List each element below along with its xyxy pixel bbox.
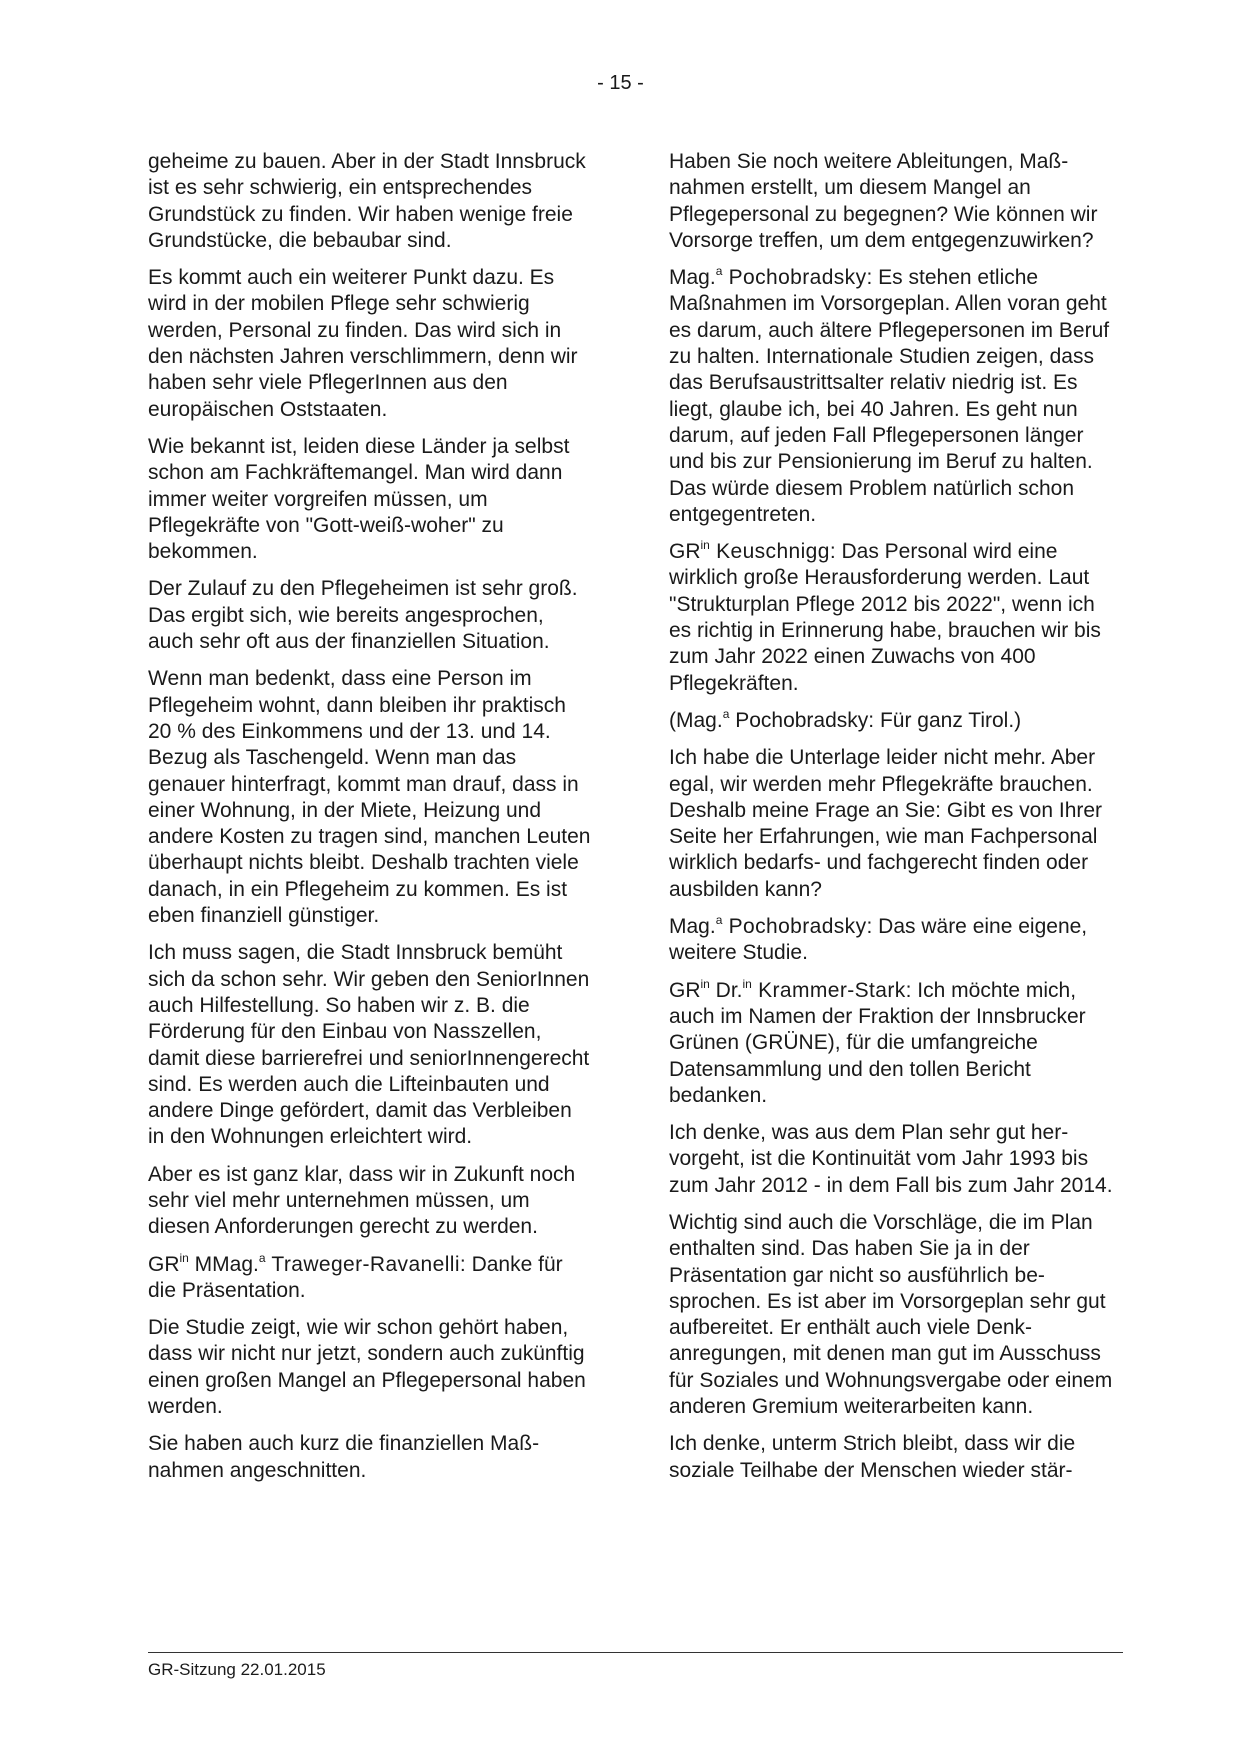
interjection-text: Pochobradsky: Für ganz Tirol.) — [729, 708, 1022, 732]
paragraph: Wichtig sind auch die Vorschläge, die im Plan enthalten sind. Das haben Sie ja in der Präsentation gar nicht so ausführlich besprochen. Es ist aber im Vorsorgeplan sehr gut aufbereitet. Er enthält auch viele Denkanregungen, mit denen man gut im Ausschuss für Soziales und Wohnungsvergabe oder einem anderen Gremium weiterarbeiten kann. — [669, 1210, 1113, 1419]
speaker-paragraph — [669, 265, 1114, 528]
title-superscript: a — [722, 706, 730, 721]
speaker-name: Pochobradsky — [722, 915, 867, 939]
paragraph: Haben Sie noch weitere Ableitungen, Maßnahmen erstellt, um diesem Mangel an Pflegepersonal zu begegnen? Wie können wir Vorsorge treffen, um dem entgegenzuwirken? — [669, 150, 1098, 252]
paragraph: Sie haben auch kurz die finanziellen Maßnahmen angeschnitten. — [148, 1432, 540, 1482]
speaker-paragraph — [148, 1252, 593, 1305]
paragraph: Ich denke, unterm Strich bleibt, dass wir die soziale Teilhabe der Menschen wieder stär- — [669, 1432, 1076, 1482]
speaker-name: Krammer-Stark — [751, 978, 906, 1002]
title-superscript: in — [179, 1250, 189, 1265]
title-superscript: a — [715, 264, 723, 279]
paragraph: Ich habe die Unterlage leider nicht mehr. Aber egal, wir werden mehr Pflegekräfte brauchen. Deshalb meine Frage an Sie: Gibt es von Ihrer Seite her Erfahrungen, wie man Fachpersonal wirklich bedarfs- und fachgerecht finden oder ausbilden kann? — [669, 746, 1103, 901]
title-superscript: a — [715, 913, 723, 928]
speaker-paragraph — [669, 539, 1114, 697]
speech-text: : Es stehen etliche Maßnahmen im Vorsorgeplan. Allen voran geht es darum, auch ältere Pflegepersonen im Beruf zu halten. Internationale Studien zeigen, dass das Berufsaustrittsalter relativ niedrig ist. Es liegt, glaube ich, bei 40 Jahren. Es geht nun darum, auf jeden Fall Pflegepersonen länger und bis zur Pensionierung im Beruf zu halten. Das würde diesem Problem natürlich schon entgegentreten. — [669, 266, 1110, 526]
speaker-name: Keuschnigg — [709, 540, 830, 564]
speaker-title: GR — [669, 540, 701, 564]
speaker-name: Traweger-Ravanelli — [265, 1252, 460, 1276]
speaker-title: Mag. — [669, 266, 716, 290]
footer-divider — [148, 1652, 1123, 1653]
speaker-title: MMag. — [188, 1252, 259, 1276]
title-superscript: in — [700, 538, 710, 553]
speaker-title: Mag. — [669, 915, 716, 939]
paragraph: geheime zu bauen. Aber in der Stadt Innsbruck ist es sehr schwierig, ein entsprechendes Grundstück zu finden. Wir haben wenige freie Grundstücke, die bebaubar sind. — [148, 150, 586, 252]
interjection-open: (Mag. — [669, 708, 723, 732]
title-superscript: in — [700, 976, 710, 991]
paragraph: Wenn man bedenkt, dass eine Person im Pflegeheim wohnt, dann bleiben ihr praktisch 20 % des Einkommens und der 13. und 14. Bezug als Taschengeld. Wenn man das genauer hinterfragt, kommt man drauf, dass in einer Wohnung, in der Miete, Heizung und andere Kosten zu tragen sind, manchen Leuten überhaupt nichts bleibt. Deshalb trachten viele danach, in ein Pflegeheim zu kommen. Es ist eben finanziell günstiger. — [148, 667, 591, 928]
paragraph: Ich muss sagen, die Stadt Innsbruck bemüht sich da schon sehr. Wir geben den SeniorInnen auch Hilfestellung. So haben wir z. B. die Förderung für den Einbau von Nasszellen, damit diese barrierefrei und seniorInnengerecht sind. Es werden auch die Lifteinbauten und andere Dinge gefördert, damit das Verbleiben in den Wohnungen erleichtert wird. — [148, 941, 590, 1149]
speech-text: : Das Personal wird eine wirklich große Herausforderung werden. Laut "Strukturplan Pflege 2012 bis 2022", wenn ich es richtig in Erinnerung habe, brauchen wir bis zum Jahr 2022 einen Zuwachs von 400 Pflegekräften. — [669, 540, 1101, 695]
speaker-title: Dr. — [709, 978, 743, 1002]
right-column — [669, 149, 1114, 1495]
title-superscript: in — [742, 976, 752, 991]
page-number: - 15 - — [597, 72, 644, 94]
speaker-name: Pochobradsky — [722, 266, 867, 290]
left-column — [148, 149, 593, 1495]
speech-text: : Ich möchte mich, auch im Namen der Fraktion der Innsbrucker Grünen (GRÜNE), für die umfangreiche Datensammlung und den tollen Bericht bedanken. — [669, 978, 1086, 1107]
speech-text: : Danke für die Präsentation. — [148, 1252, 563, 1302]
interjection — [669, 708, 1114, 734]
paragraph: Ich denke, was aus dem Plan sehr gut hervorgeht, ist die Kontinuität vom Jahr 1993 bis zum Jahr 2012 - in dem Fall bis zum Jahr 2014. — [669, 1121, 1113, 1197]
paragraph: Es kommt auch ein weiterer Punkt dazu. Es wird in der mobilen Pflege sehr schwierig werden, Personal zu finden. Das wird sich in den nächsten Jahren verschlimmern, denn wir haben sehr viele PflegerInnen aus den europäischen Oststaaten. — [148, 266, 578, 421]
speaker-title: GR — [669, 978, 701, 1002]
paragraph: Die Studie zeigt, wie wir schon gehört haben, dass wir nicht nur jetzt, sondern auch zukünftig einen großen Mangel an Pflegepersonal haben werden. — [148, 1316, 586, 1419]
title-superscript: a — [258, 1250, 266, 1265]
paragraph: Der Zulauf zu den Pflegeheimen ist sehr groß. Das ergibt sich, wie bereits angesprochen, auch sehr oft aus der finanziellen Situation. — [148, 577, 578, 654]
footer-session-date: GR-Sitzung 22.01.2015 — [148, 1660, 326, 1679]
speech-text: : Das wäre eine eigene, weitere Studie. — [669, 915, 1088, 965]
speaker-title: GR — [148, 1252, 180, 1276]
speaker-paragraph — [669, 914, 1114, 967]
paragraph: Aber es ist ganz klar, dass wir in Zukunft noch sehr viel mehr unternehmen müssen, um diesen Anforderungen gerecht zu werden. — [148, 1162, 576, 1239]
speaker-paragraph — [669, 978, 1114, 1109]
paragraph: Wie bekannt ist, leiden diese Länder ja selbst schon am Fachkräftemangel. Man wird dann immer weiter vorgreifen müssen, um Pflegekräfte von "Gott-weiß-woher" zu bekommen. — [148, 434, 570, 564]
